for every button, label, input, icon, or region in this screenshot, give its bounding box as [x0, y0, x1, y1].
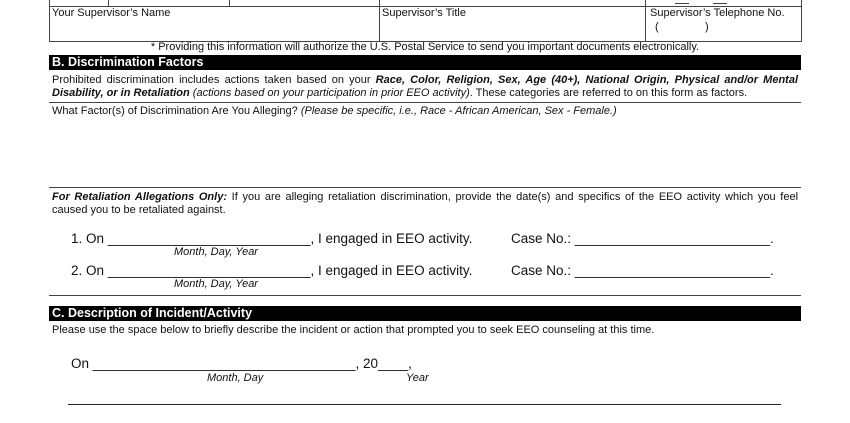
phone-area-close: ): [705, 21, 709, 33]
section-c-heading: C. Description of Incident/Activity: [49, 306, 801, 321]
phone-dash: [675, 3, 689, 4]
description-line[interactable]: [68, 404, 781, 405]
section-b-heading: B. Discrimination Factors: [49, 55, 801, 70]
right-border: [801, 0, 802, 42]
date-caption-2: Month, Day, Year: [174, 278, 258, 290]
retaliation-instruction: For Retaliation Allegations Only: If you are alleging retaliation discrimination, provide the date(s) and specifics of the EEO activity which you feel caused you to be retaliated against.: [52, 191, 799, 216]
incident-date-line[interactable]: On ___________________________________, 20____,: [71, 356, 412, 371]
supervisor-title-field[interactable]: [382, 22, 642, 39]
divider: [49, 187, 801, 188]
divider: [49, 102, 801, 103]
date-caption-1: Month, Day, Year: [174, 246, 258, 258]
phone-area-open: (: [655, 21, 659, 33]
supervisor-phone-label: Supervisor’s Telephone No.: [650, 7, 785, 19]
eeo-activity-line-2[interactable]: 2. On ___________________________, I engaged in EEO activity.: [71, 263, 473, 278]
section-b-intro: Prohibited discrimination includes actions taken based on your Race, Color, Religion, Sex, Age (40+), National Origin, Physical and/or Mental Disability, or in Retaliation (actions based on your participation in prior EEO activity). These categories are referred to on this form as factors.: [52, 74, 798, 99]
year-caption: Year: [406, 372, 429, 384]
case-number-line-2[interactable]: Case No.: __________________________.: [511, 263, 774, 278]
eeo-activity-line-1[interactable]: 1. On ___________________________, I engaged in EEO activity.: [71, 231, 473, 246]
phone-dash: [713, 3, 727, 4]
case-number-line-1[interactable]: Case No.: __________________________.: [511, 231, 774, 246]
supervisor-title-label: Supervisor’s Title: [382, 7, 466, 19]
supervisor-name-field[interactable]: [52, 22, 377, 39]
section-c-instruction: Please use the space below to briefly describe the incident or action that prompted you to seek EEO counseling at this time.: [52, 324, 655, 336]
month-day-caption: Month, Day: [207, 372, 264, 384]
supervisor-phone-field[interactable]: [715, 22, 799, 39]
factors-answer-area[interactable]: [52, 121, 798, 185]
prohibited-factors: Race, Color, Religion, Sex, Age (40+), National Origin, Physical and/or Mental Disability, or in Retaliation: [52, 74, 798, 99]
supervisor-name-label: Your Supervisor’s Name: [52, 7, 171, 19]
electronic-notice: * Providing this information will authorize the U.S. Postal Service to send you important documents electronically.: [150, 41, 700, 53]
divider: [49, 295, 801, 296]
factors-question: What Factor(s) of Discrimination Are You Alleging? (Please be specific, i.e., Race - African American, Sex - Female.): [52, 105, 617, 117]
